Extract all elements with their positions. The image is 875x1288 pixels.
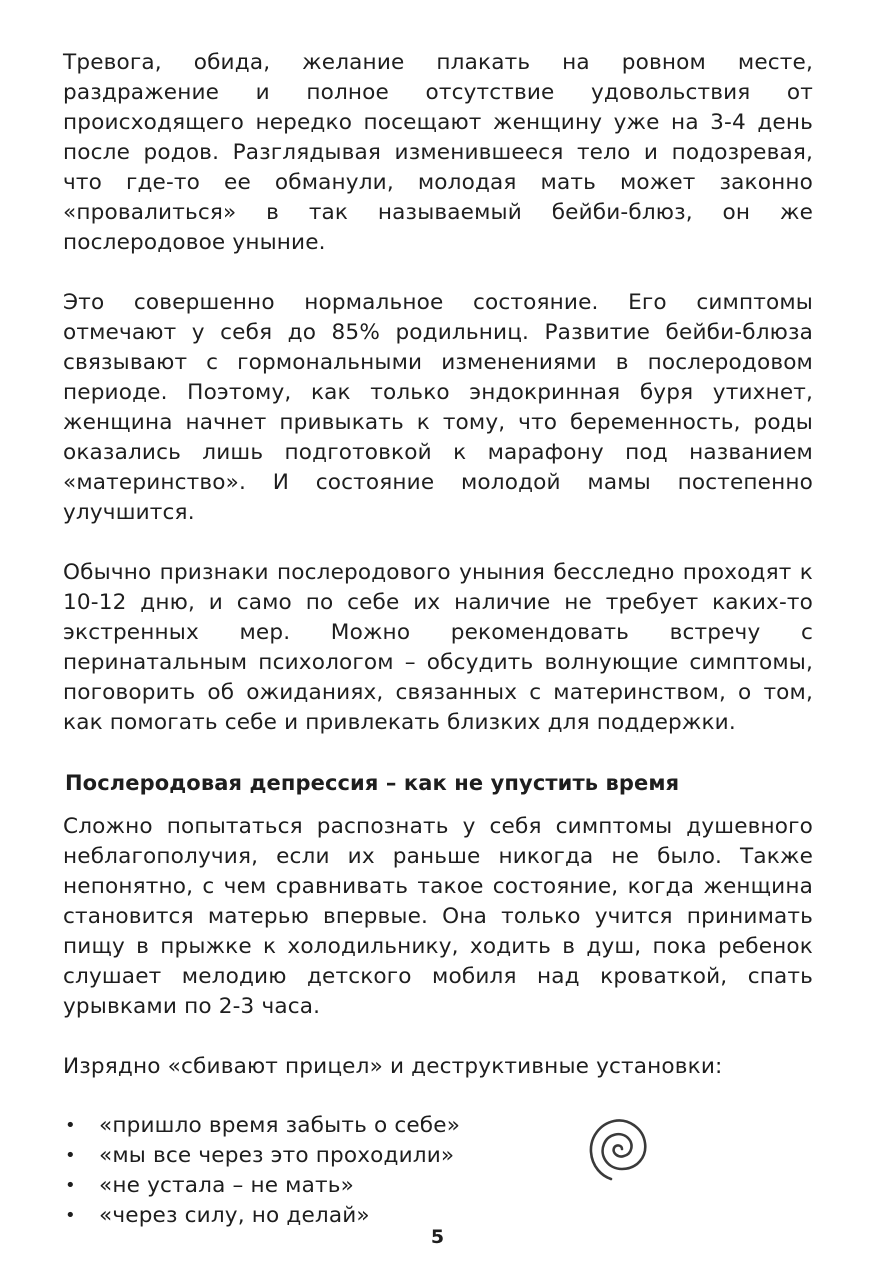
destructive-beliefs-list <box>63 1111 813 1231</box>
intro-paragraph-1: Тревога, обида, желание плакать на ровном месте, раздражение и полное отсутствие удовольствия от происходящего нередко посещают женщину уже на 3-4 день после родов. Разглядывая изменившееся тело и подозревая, что где-то ее обманули, молодая мать может законно «провалиться» в так называемый бейби-блюз, он же послеродовое уныние. <box>63 50 813 255</box>
bullet-icon: • <box>65 1175 76 1196</box>
list-item <box>63 1111 813 1141</box>
bullet-icon: • <box>65 1145 76 1166</box>
page-content <box>63 48 813 1231</box>
list-item <box>63 1141 813 1171</box>
list-item-text: «мы все через это проходили» <box>99 1143 455 1168</box>
bullet-icon: • <box>65 1115 76 1136</box>
section-paragraph-2: Изрядно «сбивают прицел» и деструктивные установки: <box>63 1054 723 1079</box>
list-item-text: «не устала – не мать» <box>99 1173 354 1198</box>
intro-paragraph-2: Это совершенно нормальное состояние. Его симптомы отмечают у себя до 85% родильниц. Развитие бейби-блюза связывают с гормональными изменениями в послеродовом периоде. Поэтому, как только эндокринная буря утихнет, женщина начнет привыкать к тому, что беременность, роды оказались лишь подготовкой к марафону под названием «материнство». И состояние молодой мамы постепенно улучшится. <box>63 290 813 525</box>
page-number: 5 <box>430 1226 445 1248</box>
list-item-text: «пришло время забыть о себе» <box>99 1113 461 1138</box>
intro-paragraph-3: Обычно признаки послеродового уныния бесследно проходят к 10-12 дню, и само по себе их наличие не требует каких-то экстренных мер. Можно рекомендовать встречу с перинатальным психологом – обсудить волнующие симптомы, поговорить об ожиданиях, связанных с материнством, о том, как помогать себе и привлекать близких для поддержки. <box>63 560 813 735</box>
list-item <box>63 1171 813 1201</box>
section-paragraph-1: Сложно попытаться распознать у себя симптомы душевного неблагополучия, если их раньше никогда не было. Также непонятно, с чем сравнивать такое состояние, когда женщина становится матерью впервые. Она только учится принимать пищу в прыжке к холодильнику, ходить в душ, пока ребенок слушает мелодию детского мобиля над кроваткой, спать урывками по 2-3 часа. <box>63 814 813 1019</box>
list-item-text: «через силу, но делай» <box>99 1203 370 1228</box>
bullet-icon: • <box>65 1205 76 1226</box>
spiral-icon <box>587 1113 653 1183</box>
section-heading: Послеродовая депрессия – как не упустить время <box>65 771 680 795</box>
